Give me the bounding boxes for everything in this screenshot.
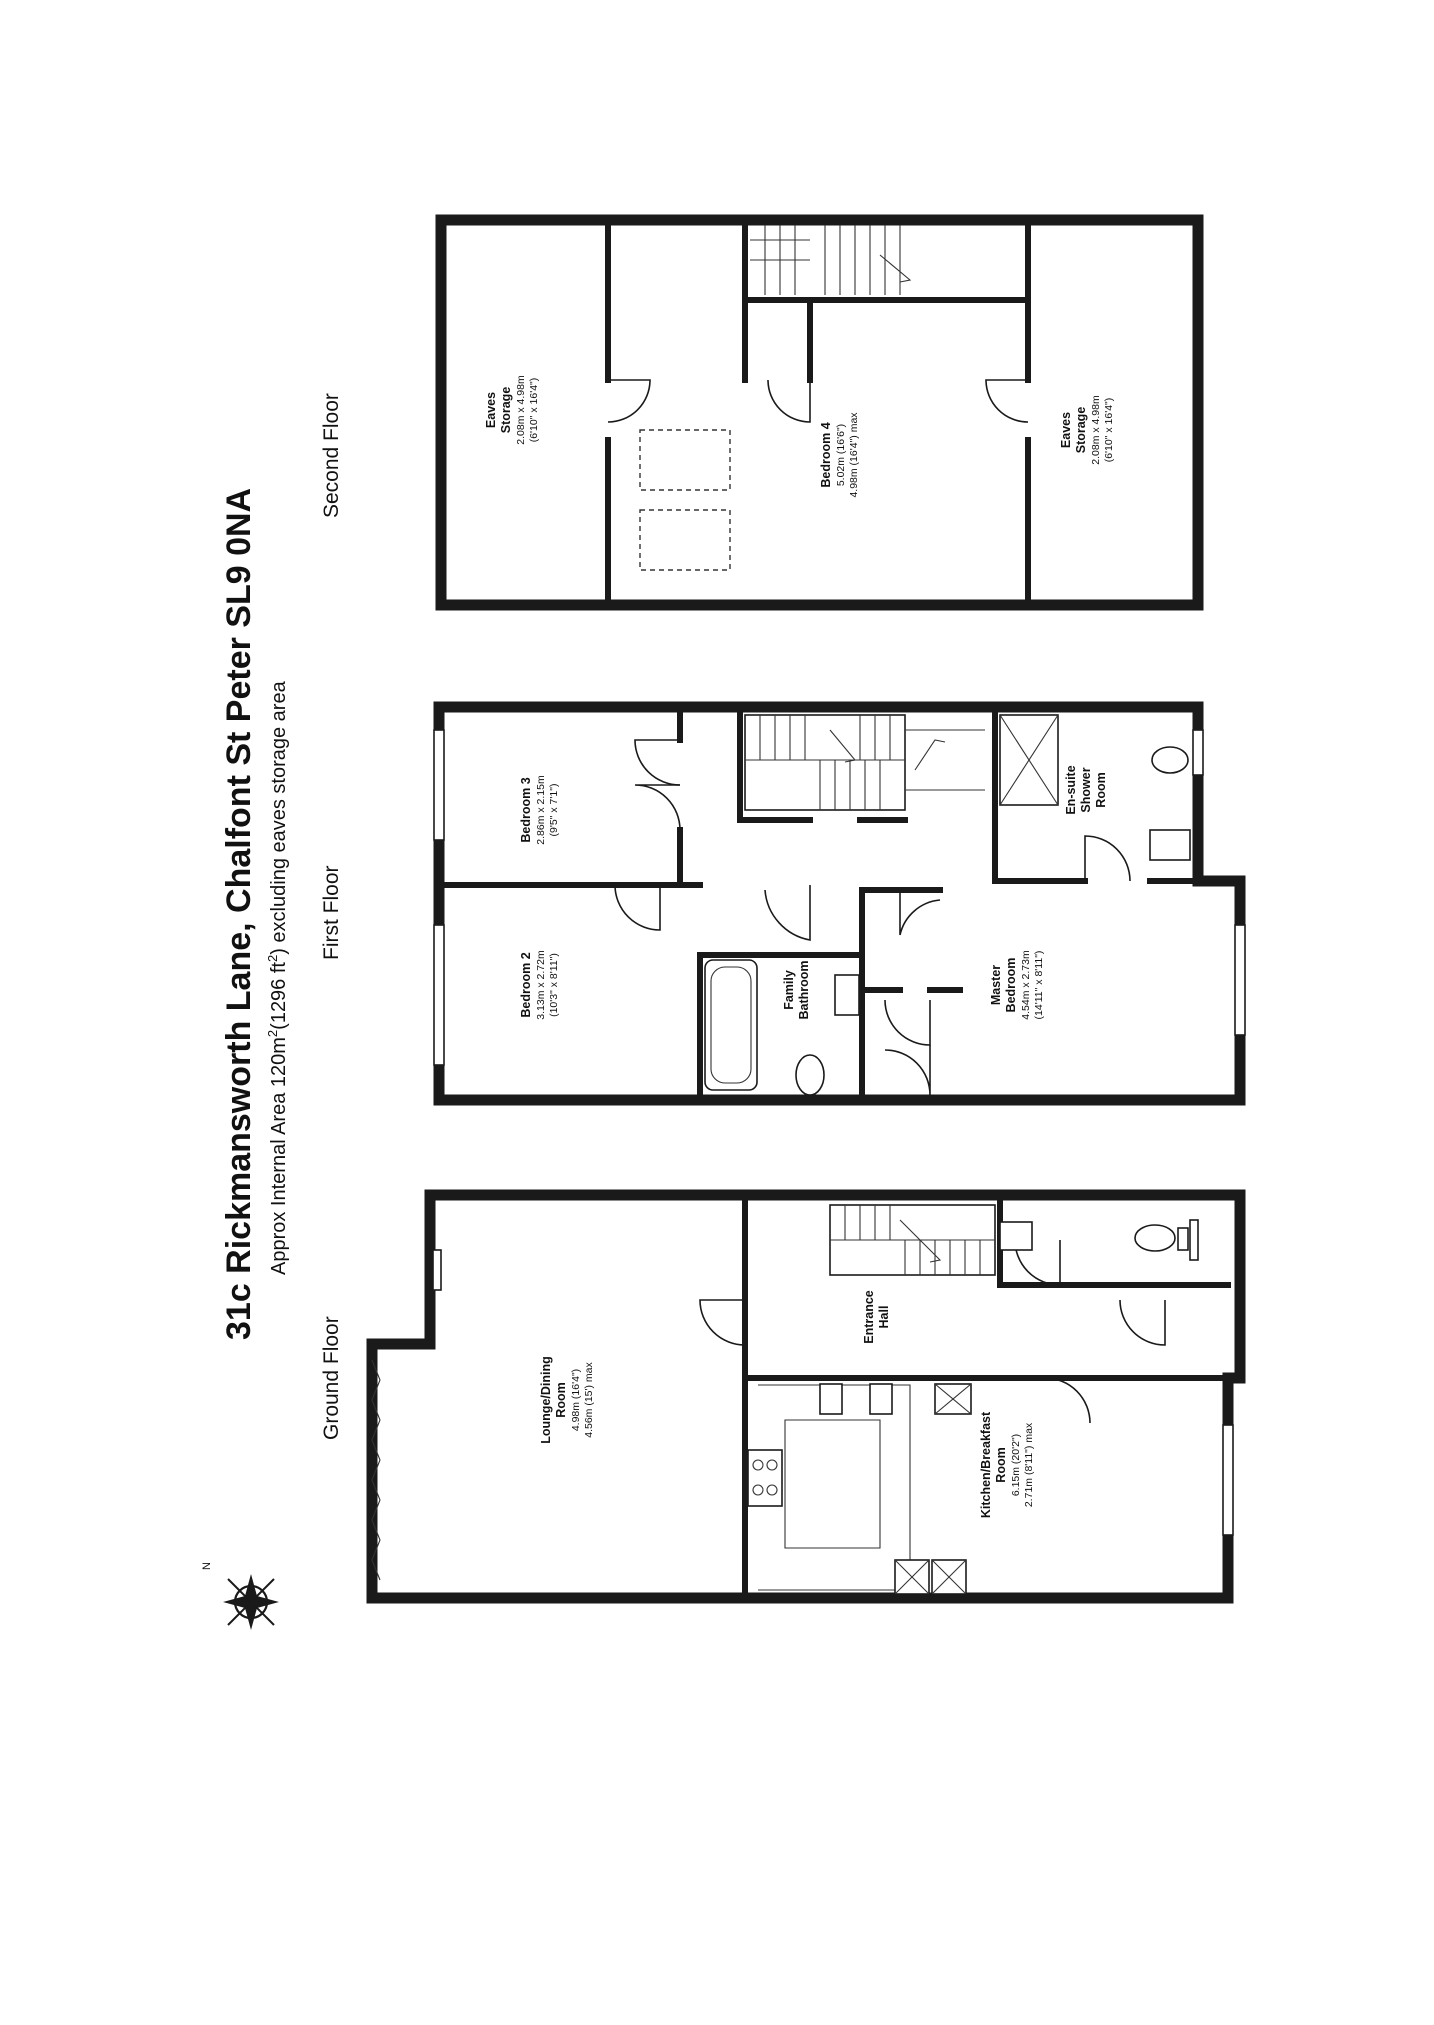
area-sup-1: 2 xyxy=(265,1029,280,1038)
bedroom3-dim-1: 2.86m x 2.15m xyxy=(535,775,547,845)
toilet-icon-bathroom xyxy=(796,1055,824,1095)
first-floor-plan xyxy=(434,707,1245,1100)
master-name: Master xyxy=(989,964,1003,1006)
hob-icon xyxy=(748,1450,782,1506)
eaves-right-dim-1: 2.08m x 4.98m xyxy=(1090,395,1102,465)
eaves-left-dim-2: (6'10" x 16'4") xyxy=(528,377,540,443)
bedroom2-dim-2: (10'3" x 8'11") xyxy=(548,953,560,1017)
room-label-kitchen xyxy=(979,1411,1035,1518)
bedroom2-name: Bedroom 2 xyxy=(519,952,533,1018)
master-name-2: Bedroom xyxy=(1004,957,1018,1013)
bedroom4-dim-2: 4.98m (16'4") max xyxy=(848,412,860,498)
eaves-right-name-2: Storage xyxy=(1074,406,1088,454)
compass-icon xyxy=(201,1562,279,1630)
area-sup-2: 2 xyxy=(265,954,280,963)
title-block xyxy=(220,393,343,1440)
window-master xyxy=(1235,925,1245,1035)
area-prefix: Approx Internal Area 120m xyxy=(268,1037,290,1275)
staircase-first xyxy=(745,715,985,810)
bedroom4-name: Bedroom 4 xyxy=(819,422,833,488)
floor-label-ground: Ground Floor xyxy=(320,1316,343,1440)
lounge-name: Lounge/Dining xyxy=(539,1356,553,1444)
lounge-dim-2: 4.56m (15') max xyxy=(583,1362,595,1438)
area-suffix: ) excluding eaves storage area xyxy=(268,681,290,955)
eaves-right-name: Eaves xyxy=(1059,411,1073,449)
basin-icon-ensuite xyxy=(1150,830,1190,860)
bedroom2-dim-1: 3.13m x 2.72m xyxy=(535,950,547,1020)
eaves-left-name: Eaves xyxy=(484,391,498,429)
window-ensuite xyxy=(1193,730,1203,775)
master-dim-1: 4.54m x 2.73m xyxy=(1020,950,1032,1020)
window-bedroom2 xyxy=(434,925,444,1065)
room-label-lounge xyxy=(539,1356,595,1443)
kitchen-dim-2: 2.71m (8'11") max xyxy=(1023,1422,1035,1508)
window-kitchen xyxy=(1223,1425,1233,1535)
bathroom-name-2: Bathroom xyxy=(797,960,811,1020)
toilet-icon xyxy=(1135,1225,1175,1251)
lounge-dim-1: 4.98m (16'4") xyxy=(570,1368,582,1432)
basin-icon-bathroom xyxy=(835,975,859,1015)
toilet-icon-ensuite xyxy=(1152,747,1188,773)
staircase-ground xyxy=(830,1205,995,1275)
window-wc xyxy=(1190,1220,1198,1260)
roof-window-1 xyxy=(640,430,730,490)
ensuite-name-3: Room xyxy=(1094,772,1108,808)
bedroom4-dim-1: 5.02m (16'6") xyxy=(835,423,847,487)
second-floor-plan xyxy=(441,220,1198,605)
staircase-second xyxy=(750,225,910,295)
room-label-bathroom xyxy=(782,960,811,1019)
bedroom3-dim-2: (9'5" x 7'1") xyxy=(548,783,560,837)
area-mid: (1296 ft xyxy=(268,962,290,1030)
drainer-icon xyxy=(870,1384,892,1414)
area-summary xyxy=(265,680,290,1275)
sink-icon xyxy=(820,1384,842,1414)
kitchen-dim-1: 6.15m (20'2") xyxy=(1010,1433,1022,1497)
room-label-bedroom4 xyxy=(819,412,860,498)
bathroom-name: Family xyxy=(782,970,796,1010)
ensuite-name: En-suite xyxy=(1064,765,1078,815)
bedroom3-name: Bedroom 3 xyxy=(519,777,533,843)
room-label-bedroom2 xyxy=(519,950,560,1020)
room-label-bedroom3 xyxy=(519,775,560,845)
window-bedroom3 xyxy=(434,730,444,840)
room-label-master xyxy=(989,950,1045,1020)
entrance-name-2: Hall xyxy=(877,1305,891,1329)
kitchen-units xyxy=(748,1384,971,1594)
kitchen-name-2: Room xyxy=(994,1447,1008,1483)
room-label-eaves-left xyxy=(484,375,540,445)
entrance-name: Entrance xyxy=(862,1290,876,1344)
ground-floor-plan xyxy=(372,1195,1240,1598)
window-lounge xyxy=(433,1250,441,1290)
eaves-right-dim-2: (6'10" x 16'4") xyxy=(1103,397,1115,463)
bath-icon xyxy=(705,960,757,1090)
room-label-entrance xyxy=(862,1290,891,1344)
property-title: 31c Rickmansworth Lane, Chalfont St Peter SL9 0NA xyxy=(220,487,258,1340)
kitchen-name: Kitchen/Breakfast xyxy=(979,1411,993,1519)
basin-icon xyxy=(1000,1222,1032,1250)
lounge-name-2: Room xyxy=(554,1382,568,1418)
eaves-left-dim-1: 2.08m x 4.98m xyxy=(515,375,527,445)
room-label-ensuite xyxy=(1064,765,1108,814)
master-dim-2: (14'11" x 8'11") xyxy=(1033,950,1045,1020)
floor-label-second: Second Floor xyxy=(320,393,343,518)
ensuite-name-2: Shower xyxy=(1079,767,1093,813)
eaves-left-name-2: Storage xyxy=(499,386,513,434)
floor-label-first: First Floor xyxy=(320,865,343,960)
north-marker: N xyxy=(201,1562,213,1570)
roof-window-2 xyxy=(640,510,730,570)
room-label-eaves-right xyxy=(1059,395,1115,465)
